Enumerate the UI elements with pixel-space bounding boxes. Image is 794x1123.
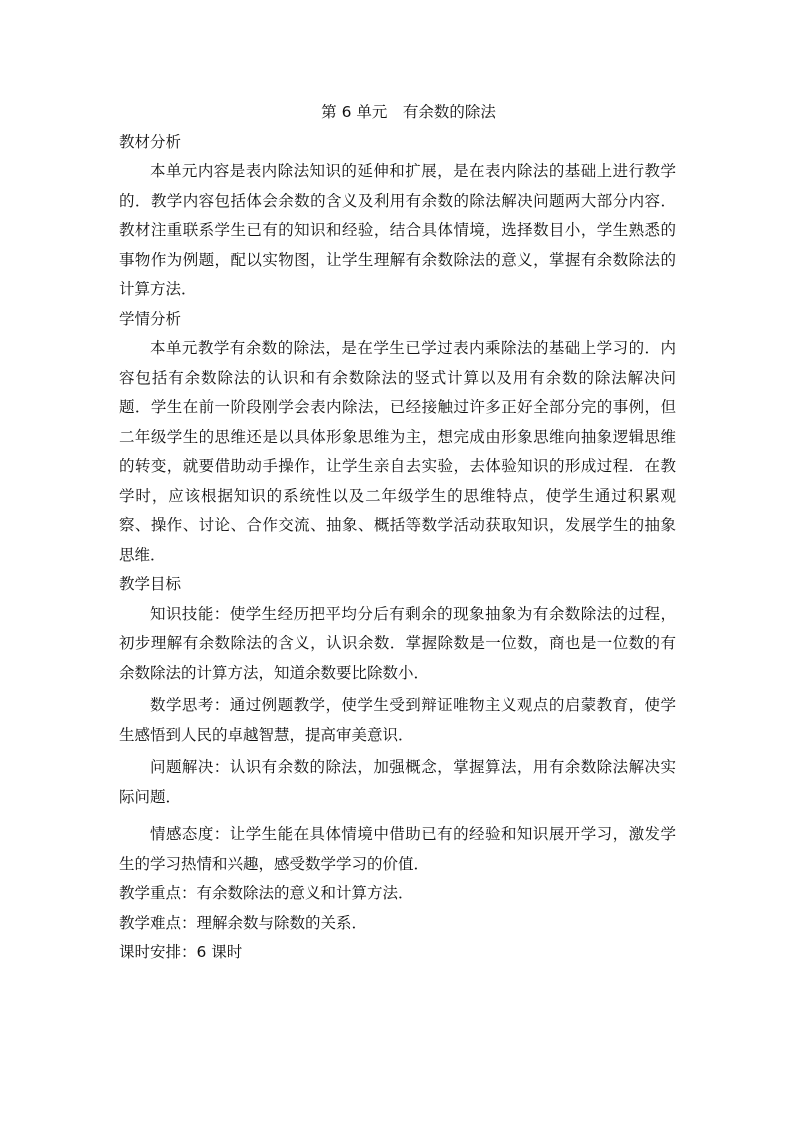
paragraph-student-analysis: 本单元教学有余数的除法，是在学生已学过表内乘除法的基础上学习的．内容包括有余数除法的认识和有余数除法的竖式计算以及用有余数的除法解决问题．学生在前一阶段刚学会表内除法，已经接触过许多正好全部分完的事例，但二年级学生的思维还是以具体形象思维为主，想完成由形象思维向抽象逻辑思维的转变，就要借助动手操作，让学生亲自去实验，去体验知识的形成过程．在教学时，应该根据知识的系统性以及二年级学生的思维特点，使学生通过积累观察、操作、讨论、合作交流、抽象、概括等数学活动获取知识，发展学生的抽象思维． xyxy=(119,339,676,564)
heading-teaching-goals: 教学目标 xyxy=(119,575,182,593)
teaching-key-point: 教学重点：有余数除法的意义和计算方法． xyxy=(119,884,414,902)
paragraph-material-analysis: 本单元内容是表内除法知识的延伸和扩展，是在表内除法的基础上进行教学的．教学内容包括体会余数的含义及利用有余数的除法解决问题两大部分内容．教材注重联系学生已有的知识和经验，结合具体情境，选择数目小，学生熟悉的事物作为例题，配以实物图，让学生理解有余数除法的意义，掌握有余数除法的计算方法． xyxy=(119,162,676,298)
heading-student-analysis: 学情分析 xyxy=(119,309,182,328)
paragraph-goal-problem-solving: 问题解决：认识有余数的除法，加强概念，掌握算法，用有余数除法解决实际问题． xyxy=(119,758,676,806)
heading-material-analysis: 教材分析 xyxy=(119,132,182,151)
teaching-difficulty: 教学难点：理解余数与除数的关系． xyxy=(119,913,368,932)
class-schedule: 课时安排：6 课时 xyxy=(119,943,243,961)
document-title: 第 6 单元 有余数的除法 xyxy=(321,103,496,121)
paragraph-goal-knowledge: 知识技能：使学生经历把平均分后有剩余的现象抽象为有余数除法的过程，初步理解有余数除法的含义，认识余数．掌握除数是一位数，商也是一位数的有余数除法的计算方法，知道余数要比除数小． xyxy=(119,604,676,682)
document-page xyxy=(119,98,676,968)
paragraph-goal-thinking: 数学思考：通过例题教学，使学生受到辩证唯物主义观点的启蒙教育，使学生感悟到人民的卓越智慧，提高审美意识． xyxy=(119,696,676,744)
paragraph-goal-emotion: 情感态度：让学生能在具体情境中借助已有的经验和知识展开学习，激发学生的学习热情和兴趣，感受数学学习的价值． xyxy=(119,825,676,873)
